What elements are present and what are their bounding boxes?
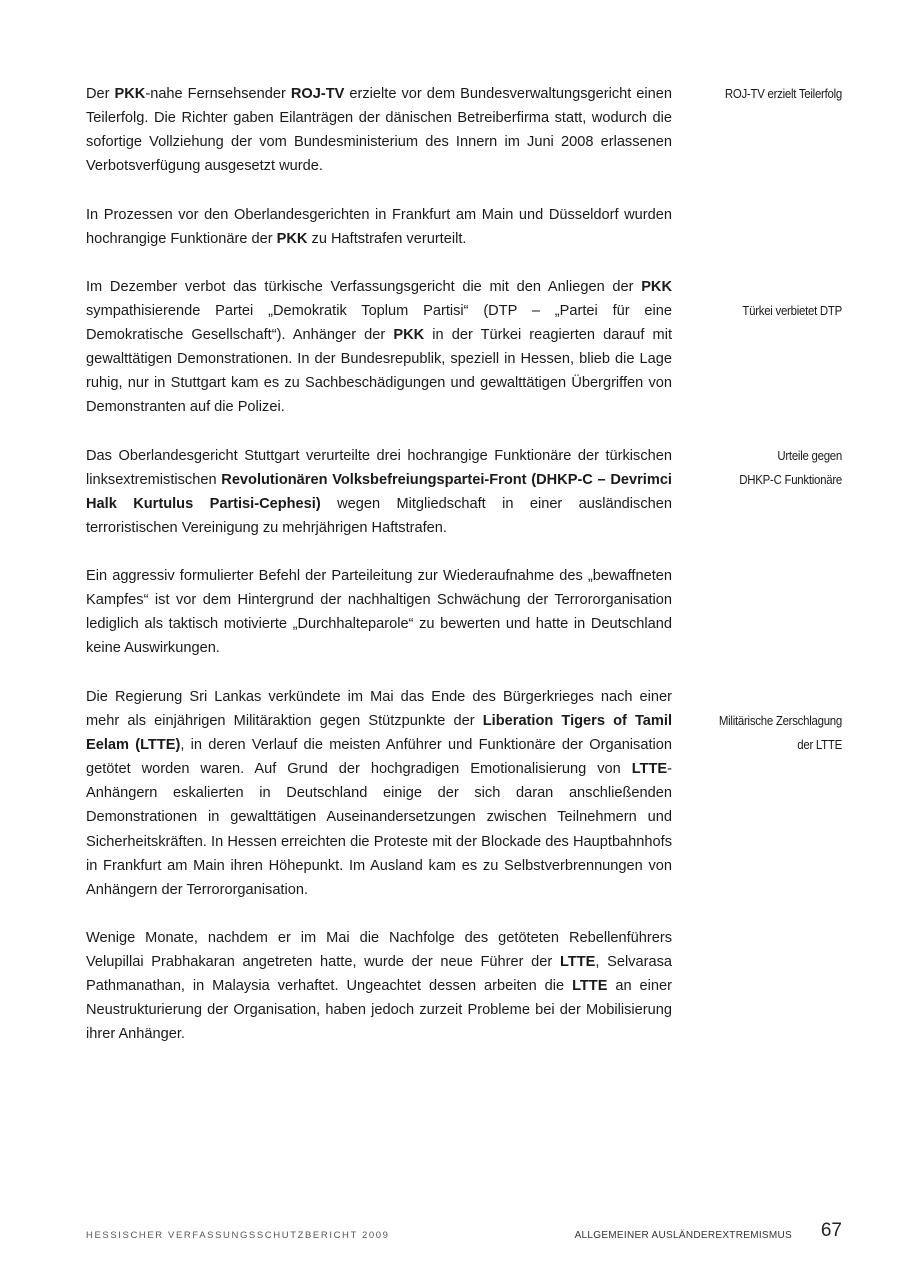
bold-term: Revolutionären Volksbefreiungspartei-Front (DHKP-C – Devrimci Halk Kurtulus Partisi-Cephesi) (86, 472, 672, 513)
footer-section-title: ALLGEMEINER AUSLÄNDEREXTREMISMUS (574, 1230, 792, 1241)
margin-note-line: Türkei verbietet DTP (742, 303, 842, 318)
paragraph-dtp (86, 275, 672, 420)
text-run: an einer Neustrukturierung der Organisation, haben jedoch zurzeit Probleme bei der Mobilisierung ihrer Anhänger. (86, 978, 672, 1043)
paragraph-prozesse (86, 203, 672, 251)
text-run: Der (86, 86, 115, 102)
paragraph-roj-tv (86, 82, 672, 178)
text-run: erzielte vor dem Bundesverwaltungsgericht einen Teilerfolg. Die Richter gaben Eilanträgen der dänischen Betreiberfirma statt, wodurch die sofortige Vollziehung der vom Bundesministerium des Innern im Juni 2008 erlassenen Verbotsverfügung ausgesetzt wurde. (86, 86, 673, 175)
paragraph-ltte-fuehrer (86, 926, 672, 1046)
margin-note-line: DHKP-C Funktionäre (739, 472, 842, 487)
bold-term: PKK (641, 279, 672, 295)
paragraph-dhkp-c (86, 444, 672, 540)
margin-note-ltte (684, 709, 842, 757)
bold-term: Liberation Tigers of Tamil Eelam (LTTE) (86, 713, 673, 754)
text-run: Das Oberlandesgericht Stuttgart verurteilte drei hochrangige Funktionäre der türkischen linksextremistischen (86, 448, 672, 489)
bold-term: PKK (393, 327, 425, 344)
footer-publication-title: HESSISCHER VERFASSUNGSSCHUTZBERICHT 2009 (86, 1230, 390, 1241)
text-run: -Anhängern eskalierten in Deutschland einige der sich daran anschließenden Demonstrationen in gewalttätigen Auseinandersetzungen zwischen Teilnehmern und Sicherheitskräften. In Hessen erreichten die Proteste mit der Blockade des Hauptbahnhofs in Frankfurt am Main ihren Höhepunkt. Im Ausland kam es zu Selbstverbrennungen von Anhängern der Terrororganisation. (86, 761, 672, 898)
text-run: Ein aggressiv formulierter Befehl der Parteileitung zur Wiederaufnahme des „bewaffneten Kampfes“ ist vor dem Hintergrund der nachhaltigen Schwächung der Terrororganisation lediglich als taktisch motivierte „Durchhalteparole“ zu bewerten und hatte in Deutschland keine Auswirkungen. (86, 568, 672, 657)
paragraph-befehl (86, 564, 672, 660)
paragraph-sri-lanka (86, 685, 672, 902)
text-run: zu Haftstrafen verurteilt. (307, 231, 467, 248)
margin-note-dtp (684, 299, 842, 323)
margin-note-line: ROJ-TV erzielt Teilerfolg (724, 86, 842, 101)
text-run: in der Türkei reagierten darauf mit gewalttätigen Demonstrationen. In der Bundesrepublik, speziell in Hessen, blieb die Lage ruhig, nur in Stuttgart kam es zu Sachbeschädigungen und gewalttätigen Übergriffen von Demonstranten auf die Polizei. (86, 327, 673, 416)
page-number: 67 (820, 1220, 842, 1241)
bold-term: LTTE (572, 978, 608, 995)
margin-note-line: Militärische Zerschlagung (718, 713, 842, 728)
text-run: sympathisierende Partei „Demokratik Toplum Partisi“ (DTP – „Partei für eine Demokratische Gesellschaft“). Anhänger der (86, 303, 672, 344)
text-run: Die Regierung Sri Lankas verkündete im Mai das Ende des Bürgerkrieges nach einer mehr als einjährigen Militäraktion gegen Stützpunkte der (86, 689, 672, 730)
text-run: Wenige Monate, nachdem er im Mai die Nachfolge des getöteten Rebellenführers Velupillai Prabhakaran angetreten hatte, wurde der neue Führer der (86, 930, 672, 971)
text-run: wegen Mitgliedschaft in einer ausländischen terroristischen Vereinigung zu mehrjährigen Haftstrafen. (86, 496, 672, 537)
text-run: -nahe Fernsehsender (145, 86, 291, 102)
text-run: In Prozessen vor den Oberlandesgerichten in Frankfurt am Main und Düsseldorf wurden hochrangige Funktionäre der (86, 207, 672, 248)
bold-term: PKK (114, 86, 146, 102)
bold-term: LTTE (631, 761, 668, 778)
text-run: , Selvarasa Pathmanathan, in Malaysia verhaftet. Ungeachtet dessen arbeiten die (86, 954, 672, 995)
margin-note-line: der LTTE (797, 737, 842, 752)
margin-note-dhkp-c (684, 444, 842, 492)
bold-term: ROJ-TV (290, 86, 345, 102)
text-run: , in deren Verlauf die meisten Anführer und Funktionäre der Organisation getötet worden waren. Auf Grund der hochgradigen Emotionalisierung von (86, 737, 672, 778)
bold-term: LTTE (559, 954, 596, 971)
bold-term: PKK (276, 231, 308, 248)
text-run: Im Dezember verbot das türkische Verfassungsgericht die mit den Anliegen der (86, 279, 642, 295)
margin-note-line: Urteile gegen (777, 448, 842, 463)
margin-note-roj-tv (684, 82, 842, 106)
